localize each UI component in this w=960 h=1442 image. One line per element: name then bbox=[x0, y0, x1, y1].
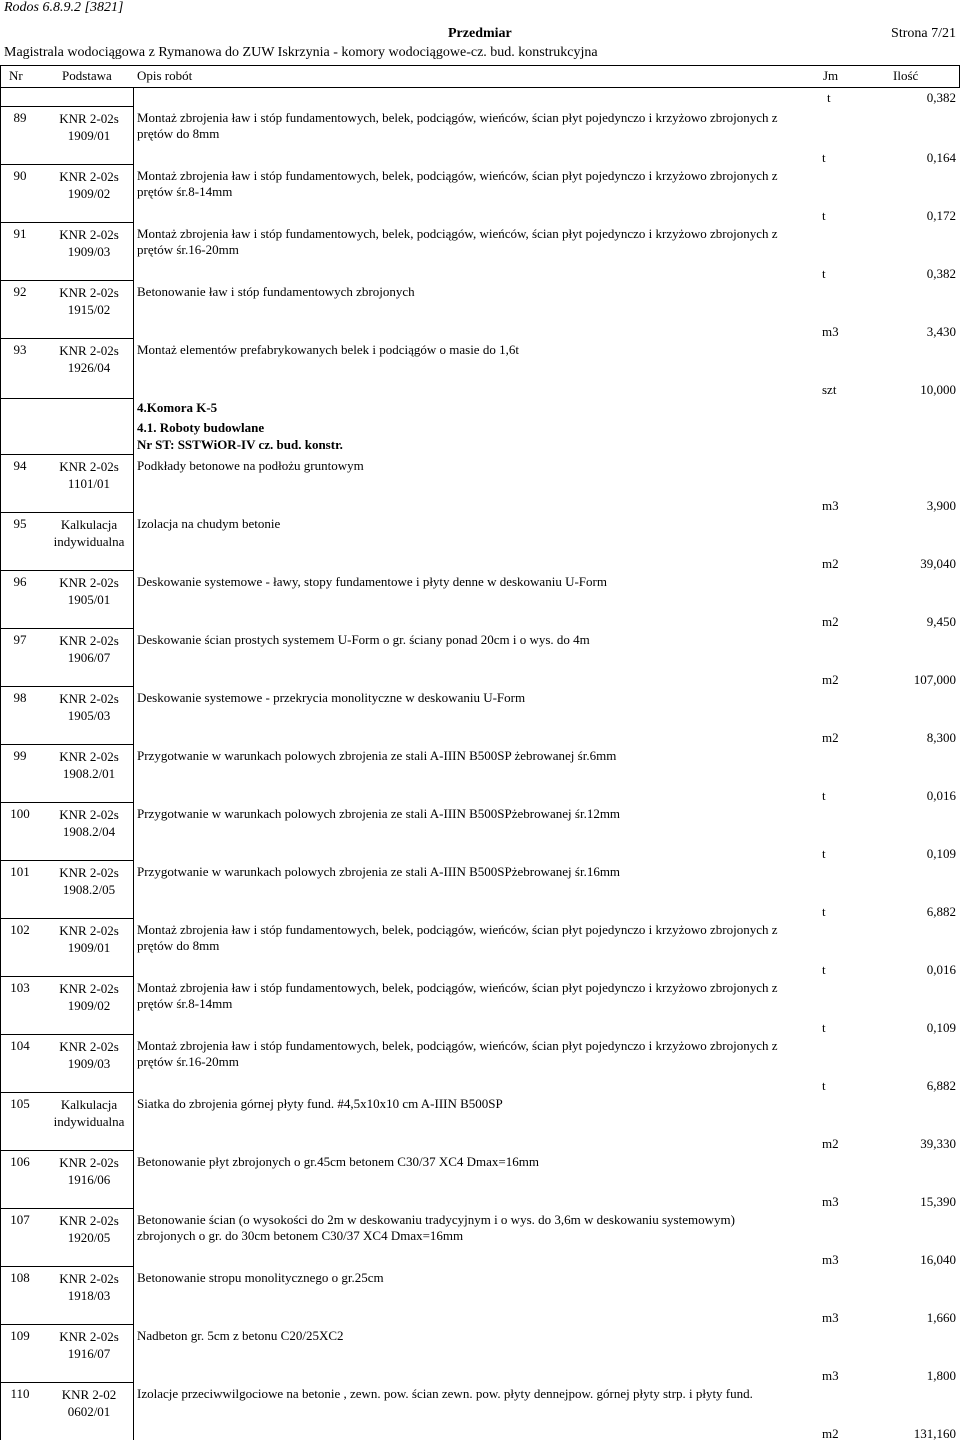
row-description: Izolacja na chudym betonie bbox=[137, 516, 281, 531]
row-description: Montaż zbrojenia ław i stóp fundamentowych, belek, podciągów, wieńców, ścian płyt pojedynczo i krzyżowo zbrojonych z prętów do 8mm bbox=[137, 110, 778, 141]
row-code-number: 1905/03 bbox=[67, 708, 111, 723]
section-st: Nr ST: SSTWiOR-IV cz. bud. konstr. bbox=[137, 437, 343, 452]
row-code-number: 1915/02 bbox=[67, 302, 111, 317]
row-unit: t bbox=[822, 846, 826, 861]
row-quantity: 0,109 bbox=[926, 1020, 956, 1035]
row-code: KNR 2-02s bbox=[59, 459, 119, 474]
row-code: KNR 2-02s bbox=[59, 981, 119, 996]
row-nr: 109 bbox=[10, 1328, 30, 1343]
table-row bbox=[0, 1268, 960, 1326]
row-code-number: 1916/07 bbox=[67, 1346, 111, 1361]
row-nr: 106 bbox=[10, 1154, 30, 1169]
row-code-number: 1905/01 bbox=[67, 592, 111, 607]
row-separator bbox=[0, 1034, 133, 1035]
row-description: Montaż zbrojenia ław i stóp fundamentowych, belek, podciągów, wieńców, ścian płyt pojedynczo i krzyżowo zbrojonych z prętów śr.16-20mm bbox=[137, 226, 778, 257]
row-description: Deskowanie systemowe - ławy, stopy fundamentowe i płyty denne w deskowaniu U-Form bbox=[137, 574, 607, 589]
row-unit: t bbox=[822, 208, 826, 223]
row-description: Podkłady betonowe na podłożu gruntowym bbox=[137, 458, 364, 473]
row-nr: 99 bbox=[13, 748, 27, 763]
row-code: KNR 2-02s bbox=[59, 111, 119, 126]
row-separator bbox=[0, 570, 133, 571]
row-separator bbox=[0, 338, 133, 339]
col-jm-header: Jm bbox=[823, 68, 839, 83]
table-row bbox=[0, 1384, 960, 1442]
table-row bbox=[0, 572, 960, 630]
table-row bbox=[0, 166, 960, 224]
row-nr: 105 bbox=[10, 1096, 30, 1111]
row-quantity: 9,450 bbox=[926, 614, 956, 629]
row-description: Betonowanie płyt zbrojonych o gr.45cm betonem C30/37 XC4 Dmax=16mm bbox=[137, 1154, 539, 1169]
row-separator bbox=[0, 628, 133, 629]
row-unit: t bbox=[822, 904, 826, 919]
row-nr: 104 bbox=[10, 1038, 30, 1053]
row-description: Przygotwanie w warunkach polowych zbrojenia ze stali A-IIIN B500SPżebrowanej śr.16mm bbox=[137, 864, 621, 879]
row-unit: t bbox=[822, 962, 826, 977]
row-description: Montaż zbrojenia ław i stóp fundamentowych, belek, podciągów, wieńców, ścian płyt pojedynczo i krzyżowo zbrojonych z prętów śr.16-20mm bbox=[137, 1038, 778, 1069]
table-row bbox=[0, 978, 960, 1036]
row-unit: m3 bbox=[822, 324, 839, 339]
row-nr: 107 bbox=[10, 1212, 30, 1227]
table-row bbox=[0, 1094, 960, 1152]
row-quantity: 6,882 bbox=[926, 1078, 956, 1093]
carry-over-qty: 0,382 bbox=[926, 90, 956, 105]
row-description: Montaż zbrojenia ław i stóp fundamentowych, belek, podciągów, wieńców, ścian płyt pojedynczo i krzyżowo zbrojonych z prętów śr.8-14mm bbox=[137, 980, 778, 1011]
row-separator bbox=[0, 1382, 133, 1383]
row-quantity: 8,300 bbox=[926, 730, 956, 745]
row-description: Przygotwanie w warunkach polowych zbrojenia ze stali A-IIIN B500SP żebrowanej śr.6mm bbox=[137, 748, 617, 763]
row-quantity: 107,000 bbox=[913, 672, 956, 687]
table-row bbox=[0, 340, 960, 398]
row-code: KNR 2-02s bbox=[59, 575, 119, 590]
row-quantity: 0,382 bbox=[926, 266, 956, 281]
row-code-number: 1916/06 bbox=[67, 1172, 111, 1187]
row-code: KNR 2-02s bbox=[59, 285, 119, 300]
row-nr: 93 bbox=[13, 342, 27, 357]
row-separator bbox=[0, 918, 133, 919]
table-row bbox=[0, 862, 960, 920]
row-separator bbox=[0, 1266, 133, 1267]
carry-over-unit: t bbox=[827, 90, 831, 105]
row-quantity: 39,040 bbox=[920, 556, 956, 571]
row-code-number: 1909/03 bbox=[67, 244, 111, 259]
section-title: 4.Komora K-5 bbox=[137, 400, 218, 415]
row-code-number: 1909/02 bbox=[67, 186, 111, 201]
row-quantity: 1,800 bbox=[926, 1368, 956, 1383]
row-code-number: 1908.2/01 bbox=[62, 766, 116, 781]
row-separator bbox=[0, 1208, 133, 1209]
row-code-number: 1908.2/04 bbox=[62, 824, 116, 839]
row-separator bbox=[0, 686, 133, 687]
row-separator bbox=[0, 976, 133, 977]
row-code: KNR 2-02s bbox=[59, 1271, 119, 1286]
row-separator bbox=[0, 512, 133, 513]
table-row bbox=[0, 1152, 960, 1210]
row-unit: m3 bbox=[822, 1310, 839, 1325]
col-nr-header: Nr bbox=[9, 68, 23, 83]
row-code-number: 1920/05 bbox=[67, 1230, 111, 1245]
row-nr: 98 bbox=[13, 690, 27, 705]
header-bottom-line bbox=[0, 87, 960, 88]
row-description: Przygotwanie w warunkach polowych zbrojenia ze stali A-IIIN B500SPżebrowanej śr.12mm bbox=[137, 806, 621, 821]
row-description: Siatka do zbrojenia górnej płyty fund. #4,5x10x10 cm A-IIIN B500SP bbox=[137, 1096, 503, 1111]
row-nr: 91 bbox=[13, 226, 27, 241]
row-code: KNR 2-02s bbox=[59, 865, 119, 880]
row-unit: t bbox=[822, 266, 826, 281]
row-unit: t bbox=[822, 1020, 826, 1035]
row-quantity: 10,000 bbox=[920, 382, 956, 397]
row-description: Nadbeton gr. 5cm z betonu C20/25XC2 bbox=[137, 1328, 344, 1343]
project-subtitle: Magistrala wodociągowa z Rymanowa do ZUW Iskrzynia - komory wodociągowe-cz. bud. konstrukcyjna bbox=[4, 45, 598, 60]
row-unit: m3 bbox=[822, 1194, 839, 1209]
page-number: Strona 7/21 bbox=[891, 26, 956, 41]
row-code: KNR 2-02s bbox=[59, 749, 119, 764]
row-nr: 95 bbox=[13, 516, 27, 531]
row-unit: m2 bbox=[822, 1426, 839, 1441]
row-unit: t bbox=[822, 788, 826, 803]
col-ilosc-header: Ilość bbox=[893, 68, 919, 83]
row-unit: t bbox=[822, 1078, 826, 1093]
col-podstawa-header: Podstawa bbox=[62, 68, 112, 83]
row-quantity: 16,040 bbox=[920, 1252, 956, 1267]
row-quantity: 3,900 bbox=[926, 498, 956, 513]
row-quantity: 39,330 bbox=[920, 1136, 956, 1151]
row-nr: 96 bbox=[13, 574, 27, 589]
row-code-number: indywidualna bbox=[53, 534, 125, 549]
row-separator bbox=[0, 106, 133, 107]
row-nr: 103 bbox=[10, 980, 30, 995]
row-separator bbox=[0, 744, 133, 745]
row-description: Betonowanie ław i stóp fundamentowych zbrojonych bbox=[137, 284, 415, 299]
table-row bbox=[0, 630, 960, 688]
row-description: Montaż zbrojenia ław i stóp fundamentowych, belek, podciągów, wieńców, ścian płyt pojedynczo i krzyżowo zbrojonych z prętów do 8mm bbox=[137, 922, 778, 953]
row-code: KNR 2-02s bbox=[59, 807, 119, 822]
row-code: KNR 2-02s bbox=[59, 633, 119, 648]
row-unit: m3 bbox=[822, 498, 839, 513]
row-separator bbox=[0, 164, 133, 165]
row-description: Montaż elementów prefabrykowanych belek i podciągów o masie do 1,6t bbox=[137, 342, 519, 357]
row-separator bbox=[0, 222, 133, 223]
table-row bbox=[0, 1036, 960, 1094]
row-quantity: 1,660 bbox=[926, 1310, 956, 1325]
row-description: Betonowanie ścian (o wysokości do 2m w deskowaniu tradycyjnym i o wys. do 3,6m w deskowaniu systemowym) zbrojonych o gr. do 30cm betonem C30/37 XC4 Dmax=16mm bbox=[137, 1212, 735, 1243]
table-row bbox=[0, 282, 960, 340]
row-description: Izolacje przeciwwilgociowe na betonie , zewn. pow. ścian zewn. pow. płyty dennejpow. górnej płyty strp. i płyty fund. bbox=[137, 1386, 753, 1401]
row-quantity: 0,016 bbox=[926, 788, 956, 803]
row-quantity: 3,430 bbox=[926, 324, 956, 339]
row-code: KNR 2-02s bbox=[59, 691, 119, 706]
table-row bbox=[0, 1326, 960, 1384]
row-code: Kalkulacja bbox=[60, 517, 118, 532]
carry-over-row bbox=[0, 90, 960, 108]
table-row bbox=[0, 920, 960, 978]
row-quantity: 0,164 bbox=[926, 150, 956, 165]
row-code: KNR 2-02s bbox=[59, 923, 119, 938]
row-unit: m2 bbox=[822, 672, 839, 687]
row-quantity: 6,882 bbox=[926, 904, 956, 919]
row-nr: 97 bbox=[13, 632, 27, 647]
row-separator bbox=[0, 1324, 133, 1325]
row-code-number: 1101/01 bbox=[67, 476, 111, 491]
row-nr: 92 bbox=[13, 284, 27, 299]
row-code: KNR 2-02s bbox=[59, 1329, 119, 1344]
row-quantity: 0,016 bbox=[926, 962, 956, 977]
row-unit: szt bbox=[822, 382, 837, 397]
table-row bbox=[0, 224, 960, 282]
row-nr: 102 bbox=[10, 922, 30, 937]
row-quantity: 0,172 bbox=[926, 208, 956, 223]
section-subtitle: 4.1. Roboty budowlane bbox=[137, 420, 265, 435]
row-quantity: 131,160 bbox=[913, 1426, 956, 1441]
row-code-number: 1908.2/05 bbox=[62, 882, 116, 897]
row-code-number: 1926/04 bbox=[67, 360, 111, 375]
row-nr: 90 bbox=[13, 168, 27, 183]
row-code: KNR 2-02 bbox=[61, 1387, 117, 1402]
row-separator bbox=[0, 860, 133, 861]
row-description: Deskowanie systemowe - przekrycia monolityczne w deskowaniu U-Form bbox=[137, 690, 526, 705]
row-nr: 94 bbox=[13, 458, 27, 473]
row-code: KNR 2-02s bbox=[59, 1213, 119, 1228]
table-row bbox=[0, 514, 960, 572]
table-row bbox=[0, 456, 960, 514]
row-unit: m3 bbox=[822, 1252, 839, 1267]
row-unit: t bbox=[822, 150, 826, 165]
row-description: Betonowanie stropu monolitycznego o gr.25cm bbox=[137, 1270, 384, 1285]
row-code-number: 1909/01 bbox=[67, 940, 111, 955]
row-code-number: 1909/03 bbox=[67, 1056, 111, 1071]
row-code: KNR 2-02s bbox=[59, 227, 119, 242]
row-separator bbox=[0, 454, 133, 455]
row-quantity: 15,390 bbox=[920, 1194, 956, 1209]
row-code: KNR 2-02s bbox=[59, 1039, 119, 1054]
row-quantity: 0,109 bbox=[926, 846, 956, 861]
table-row bbox=[0, 108, 960, 166]
row-separator bbox=[0, 802, 133, 803]
row-code-number: 1906/07 bbox=[67, 650, 111, 665]
row-separator bbox=[0, 1092, 133, 1093]
table-row bbox=[0, 804, 960, 862]
row-code-number: 1909/01 bbox=[67, 128, 111, 143]
row-separator bbox=[0, 1150, 133, 1151]
row-description: Deskowanie ścian prostych systemem U-Form o gr. ściany ponad 20cm i o wys. do 4m bbox=[137, 632, 590, 647]
row-code-number: indywidualna bbox=[53, 1114, 125, 1129]
doc-title: Przedmiar bbox=[448, 26, 512, 41]
row-unit: m3 bbox=[822, 1368, 839, 1383]
row-unit: m2 bbox=[822, 556, 839, 571]
row-unit: m2 bbox=[822, 1136, 839, 1151]
row-code: KNR 2-02s bbox=[59, 169, 119, 184]
row-code-number: 1918/03 bbox=[67, 1288, 111, 1303]
table-row bbox=[0, 746, 960, 804]
app-name: Rodos 6.8.9.2 [3821] bbox=[4, 0, 124, 15]
row-code-number: 1909/02 bbox=[67, 998, 111, 1013]
table-row bbox=[0, 688, 960, 746]
row-nr: 110 bbox=[10, 1386, 30, 1401]
row-code: KNR 2-02s bbox=[59, 1155, 119, 1170]
row-separator bbox=[0, 398, 133, 399]
row-description: Montaż zbrojenia ław i stóp fundamentowych, belek, podciągów, wieńców, ścian płyt pojedynczo i krzyżowo zbrojonych z prętów śr.8-14mm bbox=[137, 168, 778, 199]
row-nr: 100 bbox=[10, 806, 30, 821]
row-nr: 89 bbox=[13, 110, 27, 125]
row-code-number: 0602/01 bbox=[67, 1404, 111, 1419]
row-unit: m2 bbox=[822, 614, 839, 629]
row-nr: 108 bbox=[10, 1270, 30, 1285]
header-top-line bbox=[0, 65, 960, 66]
col-opis-header: Opis robót bbox=[137, 68, 193, 83]
row-separator bbox=[0, 280, 133, 281]
row-code: Kalkulacja bbox=[60, 1097, 118, 1112]
row-code: KNR 2-02s bbox=[59, 343, 119, 358]
table-row bbox=[0, 1210, 960, 1268]
row-unit: m2 bbox=[822, 730, 839, 745]
row-nr: 101 bbox=[10, 864, 30, 879]
